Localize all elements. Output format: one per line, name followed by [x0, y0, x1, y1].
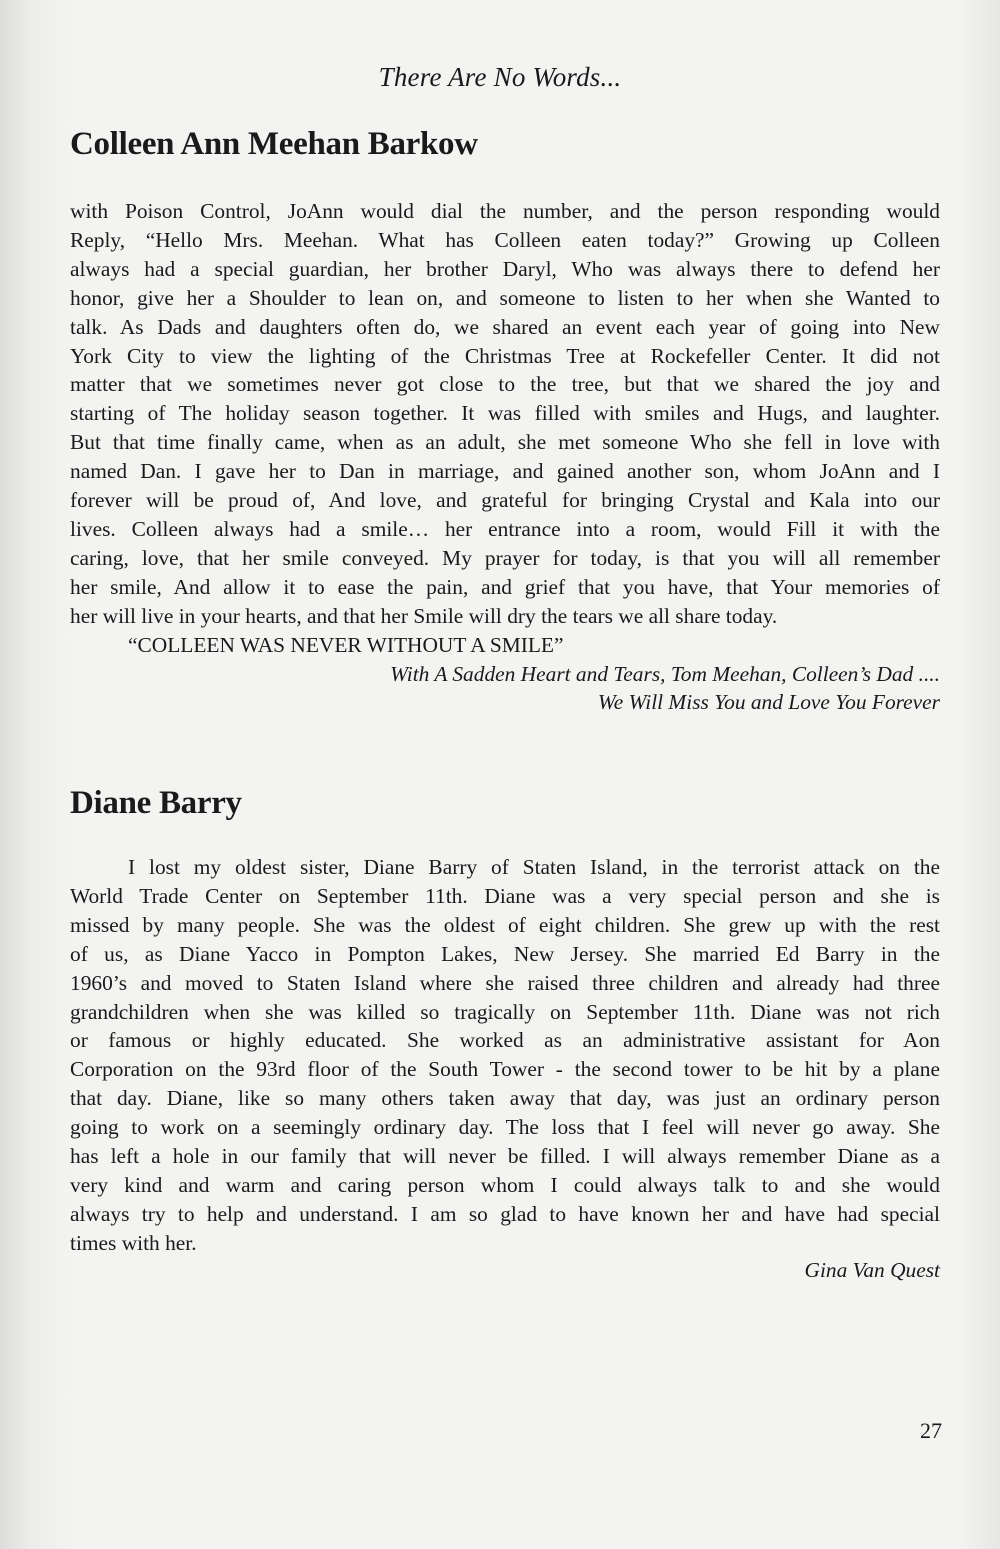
body-line: talk. As Dads and daughters often do, we shared an event each year of going into New: [70, 314, 940, 339]
signature-line: We Will Miss You and Love You Forever: [597, 690, 940, 715]
signature-line: With A Sadden Heart and Tears, Tom Meehan, Colleen’s Dad ....: [390, 661, 940, 686]
entry-title-colleen: Colleen Ann Meehan Barkow: [70, 126, 478, 162]
body-line: forever will be proud of, And love, and grateful for bringing Crystal and Kala into our: [70, 488, 940, 513]
page-number: 27: [920, 1418, 942, 1443]
body-line: with Poison Control, JoAnn would dial the number, and the person responding would: [70, 199, 940, 223]
body-line: Reply, “Hello Mrs. Meehan. What has Colleen eaten today?” Growing up Colleen: [70, 227, 940, 252]
body-line: 1960’s and moved to Staten Island where she raised three children and already had three: [70, 970, 940, 995]
body-line: of us, as Diane Yacco in Pompton Lakes, New Jersey. She married Ed Barry in the: [70, 941, 940, 966]
closing-signature: Gina Van Quest: [804, 1258, 940, 1282]
body-line: Corporation on the 93rd floor of the South Tower - the second tower to be hit by a plane: [70, 1057, 940, 1082]
body-line: times with her.: [70, 1230, 197, 1255]
body-line: that day. Diane, like so many others taken away that day, was just an ordinary person: [70, 1086, 940, 1111]
body-line: World Trade Center on September 11th. Diane was a very special person and she is: [70, 883, 940, 908]
body-line: or famous or highly educated. She worked as an administrative assistant for Aon: [70, 1028, 940, 1053]
body-line: lives. Colleen always had a smile… her entrance into a room, would Fill it with the: [70, 516, 940, 541]
body-line: starting of The holiday season together. It was filled with smiles and Hugs, and laughter.: [70, 401, 940, 426]
body-line: grandchildren when she was killed so tragically on September 11th. Diane was not rich: [70, 999, 940, 1024]
entry-body-diane: [70, 853, 940, 1258]
body-line: matter that we sometimes never got close to the tree, but that we shared the joy and: [70, 372, 940, 397]
body-line: I lost my oldest sister, Diane Barry of Staten Island, in the terrorist attack on the: [128, 855, 940, 879]
body-line: very kind and warm and caring person whom I could always talk to and she would: [70, 1172, 940, 1197]
body-line: honor, give her a Shoulder to lean on, and someone to listen to her when she Wanted to: [70, 285, 940, 310]
body-line: going to work on a seemingly ordinary day. The loss that I feel will never go away. She: [70, 1115, 940, 1140]
body-line: named Dan. I gave her to Dan in marriage, and gained another son, whom JoAnn and I: [70, 459, 940, 484]
entry-title-diane: Diane Barry: [70, 785, 242, 821]
body-line: York City to view the lighting of the Christmas Tree at Rockefeller Center. It did not: [70, 343, 940, 368]
body-line: her smile, And allow it to ease the pain, and grief that you have, that Your memories of: [70, 574, 940, 599]
body-line: But that time finally came, when as an adult, she met someone Who she fell in love with: [70, 430, 940, 455]
body-line: has left a hole in our family that will never be filled. I will always remember Diane as a: [70, 1144, 940, 1169]
body-line: missed by many people. She was the oldest of eight children. She grew up with the rest: [70, 912, 940, 937]
body-line: caring, love, that her smile conveyed. My prayer for today, is that you will all remember: [70, 545, 940, 570]
entry-body-colleen: [70, 197, 940, 717]
motto: “COLLEEN WAS NEVER WITHOUT A SMILE”: [128, 632, 564, 657]
body-line: her will live in your hearts, and that her Smile will dry the tears we all share today.: [70, 603, 778, 628]
running-header: There Are No Words...: [378, 62, 622, 92]
body-line: always try to help and understand. I am so glad to have known her and have had special: [70, 1201, 940, 1226]
body-line: always had a special guardian, her brother Daryl, Who was always there to defend her: [70, 256, 940, 281]
